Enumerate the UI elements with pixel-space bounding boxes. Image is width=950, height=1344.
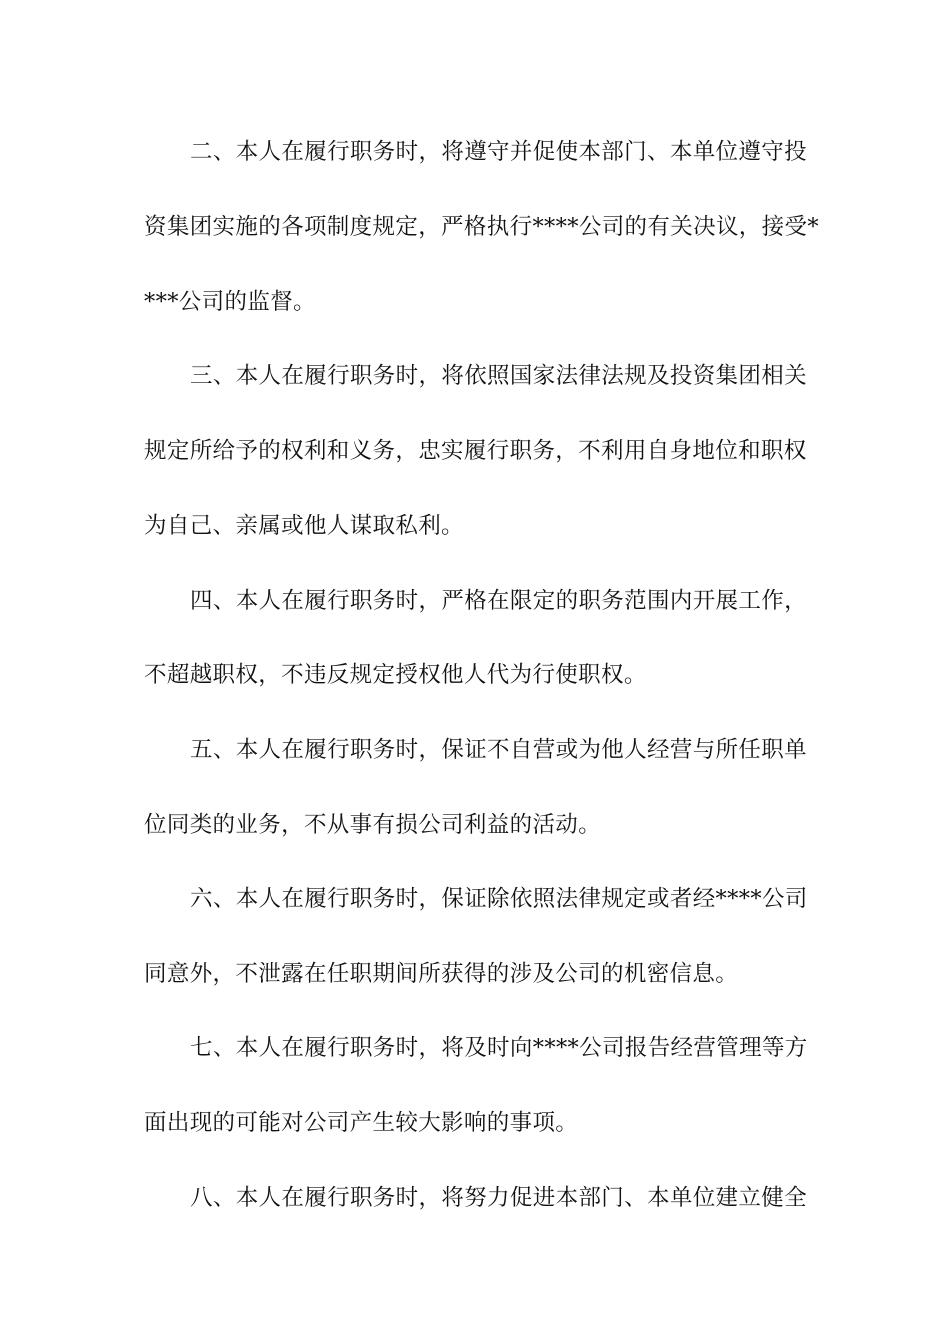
paragraph-2-line-3: ***公司的监督。	[144, 289, 316, 315]
paragraph-4-line-1: 四、本人在履行职务时，严格在限定的职务范围内开展工作，	[190, 588, 807, 614]
paragraph-8-line-1: 八、本人在履行职务时，将努力促进本部门、本单位建立健全	[190, 1185, 807, 1211]
paragraph-6-line-2: 同意外，不泄露在任职期间所获得的涉及公司的机密信息。	[144, 961, 739, 987]
paragraph-7-line-1: 七、本人在履行职务时，将及时向****公司报告经营管理等方	[190, 1035, 808, 1061]
paragraph-3-line-1: 三、本人在履行职务时，将依照国家法律法规及投资集团相关	[190, 363, 807, 389]
paragraph-3-line-3: 为自己、亲属或他人谋取私利。	[144, 513, 464, 539]
paragraph-7-line-2: 面出现的可能对公司产生较大影响的事项。	[144, 1110, 579, 1136]
paragraph-5-line-1: 五、本人在履行职务时，保证不自营或为他人经营与所任职单	[190, 737, 807, 763]
paragraph-6-line-1: 六、本人在履行职务时，保证除依照法律规定或者经****公司	[190, 886, 808, 912]
paragraph-3-line-2: 规定所给予的权利和义务，忠实履行职务，不利用自身地位和职权	[144, 438, 807, 464]
paragraph-5-line-2: 位同类的业务，不从事有损公司利益的活动。	[144, 812, 602, 838]
paragraph-4-line-2: 不超越职权，不违反规定授权他人代为行使职权。	[144, 662, 647, 688]
paragraph-2-line-1: 二、本人在履行职务时，将遵守并促使本部门、本单位遵守投	[190, 139, 807, 165]
paragraph-2-line-2: 资集团实施的各项制度规定，严格执行****公司的有关决议，接受*	[144, 214, 819, 240]
